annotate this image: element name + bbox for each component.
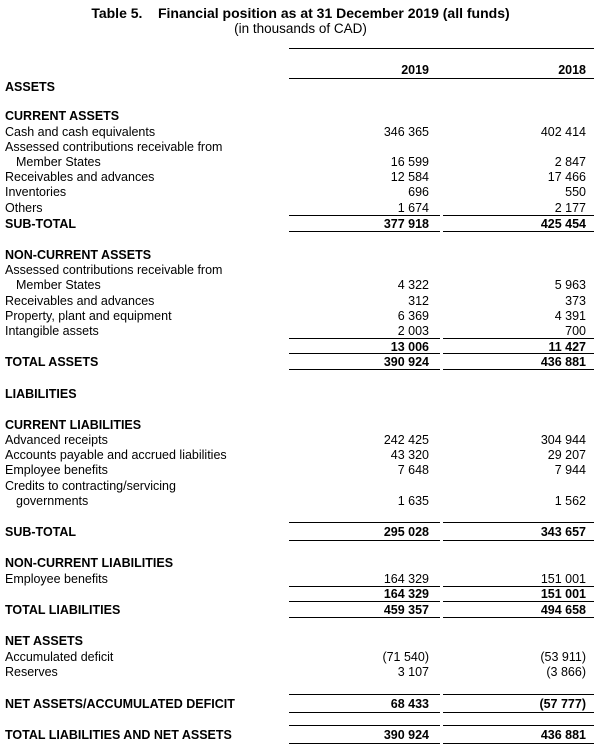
row-label-assessed-contributions-receivable-from: Assessed contributions receivable from: [5, 263, 223, 277]
value-2018: 2 177: [554, 201, 586, 215]
total-rule: [289, 353, 440, 354]
value-2019: 2 003: [397, 324, 429, 338]
total-rule: [289, 694, 440, 695]
value-2018: 304 944: [540, 433, 586, 447]
row-label-assets: ASSETS: [5, 80, 56, 94]
value-2019: 390 924: [383, 355, 429, 369]
value-2018: 425 454: [540, 217, 586, 231]
row-label-accounts-payable-and-accrued-liabilities: Accounts payable and accrued liabilities: [5, 448, 227, 462]
value-2018: 5 963: [554, 278, 586, 292]
value-2018: 402 414: [540, 125, 586, 139]
row-label-receivables-and-advances: Receivables and advances: [5, 170, 155, 184]
value-2018: 151 001: [540, 572, 586, 586]
value-2019: 390 924: [383, 728, 429, 742]
total-rule: [443, 338, 594, 339]
total-rule: [289, 743, 440, 744]
total-rule: [443, 601, 594, 602]
value-2019: 6 369: [397, 309, 429, 323]
value-2019: 242 425: [383, 433, 429, 447]
row-label-current-liabilities: CURRENT LIABILITIES: [5, 418, 142, 432]
header-rule: [289, 48, 594, 49]
row-label-others: Others: [5, 201, 43, 215]
value-2018: 700: [565, 324, 586, 338]
value-2018: (53 911): [540, 650, 586, 664]
value-2019: 1 674: [397, 201, 429, 215]
row-label-employee-benefits: Employee benefits: [5, 572, 108, 586]
column-header-2018: 2018: [558, 63, 586, 77]
row-label-member-states: Member States: [16, 155, 101, 169]
value-2019: 68 433: [390, 697, 429, 711]
row-label-liabilities: LIABILITIES: [5, 387, 77, 401]
row-label-property-plant-and-equipment: Property, plant and equipment: [5, 309, 172, 323]
total-rule: [289, 617, 440, 618]
value-2019: 312: [408, 294, 429, 308]
row-label-receivables-and-advances: Receivables and advances: [5, 294, 155, 308]
row-label-current-assets: CURRENT ASSETS: [5, 109, 120, 123]
value-2019: 1 635: [397, 494, 429, 508]
value-2019: 4 322: [397, 278, 429, 292]
value-2019: 164 329: [383, 572, 429, 586]
total-rule: [443, 215, 594, 216]
value-2018: 494 658: [540, 603, 586, 617]
value-2018: 2 847: [554, 155, 586, 169]
row-label-sub-total: SUB-TOTAL: [5, 525, 77, 539]
total-rule: [289, 586, 440, 587]
row-label-non-current-liabilities: NON-CURRENT LIABILITIES: [5, 556, 174, 570]
total-rule: [289, 231, 440, 232]
value-2018: 7 944: [554, 463, 586, 477]
value-2019: 696: [408, 185, 429, 199]
row-label-total-liabilities: TOTAL LIABILITIES: [5, 603, 121, 617]
row-label-advanced-receipts: Advanced receipts: [5, 433, 108, 447]
value-2018: 436 881: [540, 355, 586, 369]
total-rule: [289, 522, 440, 523]
value-2018: 436 881: [540, 728, 586, 742]
value-2019: 3 107: [397, 665, 429, 679]
row-label-member-states: Member States: [16, 278, 101, 292]
value-2018: 550: [565, 185, 586, 199]
value-2019: 13 006: [390, 340, 429, 354]
row-label-assessed-contributions-receivable-from: Assessed contributions receivable from: [5, 140, 223, 154]
row-label-intangible-assets: Intangible assets: [5, 324, 99, 338]
row-label-sub-total: SUB-TOTAL: [5, 217, 77, 231]
total-rule: [443, 231, 594, 232]
total-rule: [443, 743, 594, 744]
row-label-cash-and-cash-equivalents: Cash and cash equivalents: [5, 125, 156, 139]
value-2019: 459 357: [383, 603, 429, 617]
value-2019: 12 584: [390, 170, 429, 184]
value-2019: 346 365: [383, 125, 429, 139]
value-2018: 343 657: [540, 525, 586, 539]
total-rule: [443, 694, 594, 695]
column-header-2019: 2019: [401, 63, 429, 77]
total-rule: [289, 712, 440, 713]
value-2018: (3 866): [546, 665, 586, 679]
value-2019: 295 028: [383, 525, 429, 539]
total-rule: [443, 522, 594, 523]
table-title: Table 5. Financial position as at 31 December 2019 (all funds): [91, 5, 510, 21]
value-2019: 16 599: [390, 155, 429, 169]
total-rule: [443, 617, 594, 618]
row-label-total-liabilities-and-net-assets: TOTAL LIABILITIES AND NET ASSETS: [5, 728, 232, 742]
value-2018: (57 777): [539, 697, 586, 711]
total-rule: [289, 338, 440, 339]
total-rule: [443, 353, 594, 354]
value-2018: 29 207: [547, 448, 586, 462]
value-2019: 164 329: [383, 587, 429, 601]
row-label-non-current-assets: NON-CURRENT ASSETS: [5, 248, 152, 262]
total-rule: [289, 725, 440, 726]
value-2018: 17 466: [547, 170, 586, 184]
row-label-employee-benefits: Employee benefits: [5, 463, 108, 477]
row-label-governments: governments: [16, 494, 89, 508]
total-rule: [289, 540, 440, 541]
total-rule: [289, 601, 440, 602]
row-label-inventories: Inventories: [5, 185, 67, 199]
total-rule: [289, 215, 440, 216]
table-subtitle: (in thousands of CAD): [234, 21, 367, 36]
total-rule: [289, 369, 440, 370]
value-2018: 373: [565, 294, 586, 308]
total-rule: [443, 369, 594, 370]
row-label-accumulated-deficit: Accumulated deficit: [5, 650, 114, 664]
value-2018: 4 391: [554, 309, 586, 323]
value-2018: 151 001: [540, 587, 586, 601]
value-2019: 7 648: [397, 463, 429, 477]
value-2019: (71 540): [382, 650, 429, 664]
row-label-net-assets-accumulated-deficit: NET ASSETS/ACCUMULATED DEFICIT: [5, 697, 235, 711]
value-2019: 377 918: [383, 217, 429, 231]
value-2018: 11 427: [548, 340, 586, 354]
row-label-total-assets: TOTAL ASSETS: [5, 355, 99, 369]
value-2018: 1 562: [554, 494, 586, 508]
total-rule: [443, 586, 594, 587]
total-rule: [443, 725, 594, 726]
header-underline: [289, 78, 594, 79]
row-label-credits-to-contracting-servicing: Credits to contracting/servicing: [5, 479, 176, 493]
total-rule: [443, 712, 594, 713]
row-label-reserves: Reserves: [5, 665, 58, 679]
row-label-net-assets: NET ASSETS: [5, 634, 84, 648]
total-rule: [443, 540, 594, 541]
value-2019: 43 320: [390, 448, 429, 462]
